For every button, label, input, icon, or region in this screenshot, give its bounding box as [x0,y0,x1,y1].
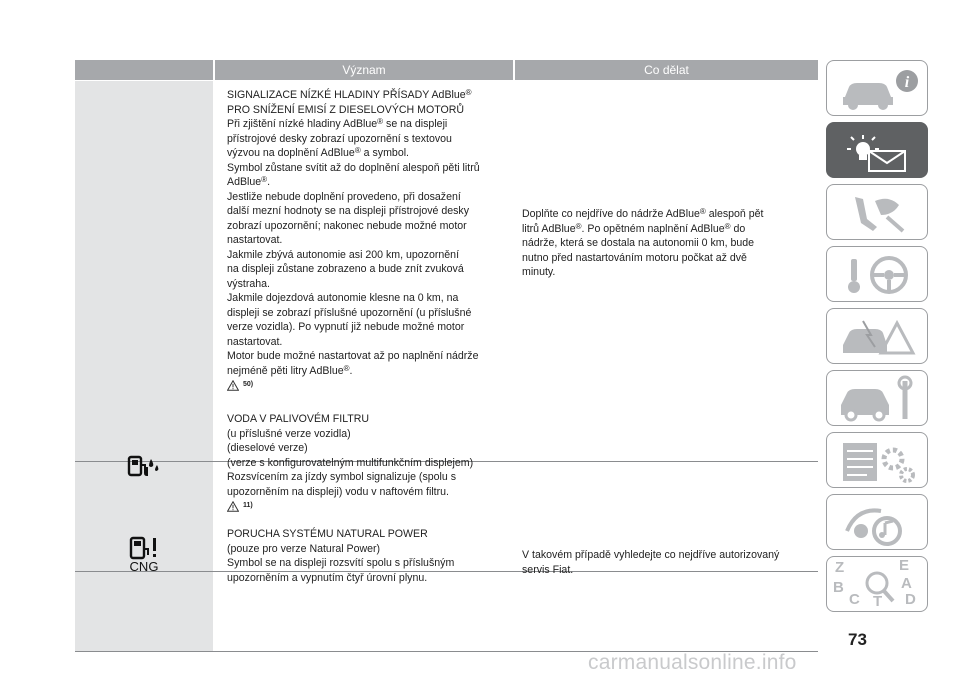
sidebar-tab-emergency[interactable] [826,308,928,364]
warning-light-message-icon [827,123,929,179]
water-in-fuel-filter-icon [127,453,161,479]
index-letter: A [901,575,912,592]
table-row-water-filter: VODA V PALIVOVÉM FILTRU (u příslušné verze vozidla) (dieselové verze) (verze s konfigurovatelným multifunkčním displejem) Rozsvícením za jízdy symbol signalizuje (spolu s upozorněním na displeji) vodu v naftovém filtru. 11) [227,412,512,514]
sidebar-tab-technical-data[interactable] [826,432,928,488]
index-letter: Z [835,559,845,576]
warning-triangle-icon [227,380,239,391]
index-letter: D [905,591,916,608]
row-title: VODA V PALIVOVÉM FILTRU [227,413,370,425]
table-row-adblue-action: Doplňte co nejdříve do nádrže AdBlue® alespoň pět litrů AdBlue®. Po opětném naplnění AdBlue® do nádrže, která se dostala na autonomii 0 km, bude nutno před nastartováním motoru počkat až dvě minuty. [522,207,764,278]
sidebar-tab-car-info[interactable] [826,60,928,116]
header-icon-column [75,60,213,80]
row-title: PRO SNÍŽENÍ EMISÍ Z DIESELOVÝCH MOTORŮ [227,103,465,116]
car-maintenance-wrench-icon [827,371,929,427]
sidebar-tab-multimedia[interactable] [826,494,928,550]
index-letter: C [849,591,860,608]
table-row-cng-failure: PORUCHA SYSTÉMU NATURAL POWER (pouze pro verze Natural Power) Symbol se na displeji rozsvítí spolu s příslušným upozorněním a vypnutím čtyř úrovní plynu. [227,527,512,585]
table-row-cng-action: V takovém případě vyhledejte co nejdříve autorizovaný servis Fiat. [522,549,780,576]
index-letter: T [873,593,883,610]
svg-text:i: i [904,74,910,91]
specifications-gears-icon [827,433,929,489]
cng-system-failure-icon [127,536,161,560]
sidebar-tab-starting-driving[interactable] [826,246,928,302]
warning-triangle-icon [227,501,239,512]
car-breakdown-warning-icon [827,309,929,365]
sidebar-tab-warning-lights[interactable] [826,122,928,178]
index-letter: B [833,579,844,596]
cng-label: CNG [129,559,159,574]
warning-reference: 11) [227,499,512,514]
car-info-icon [827,61,929,117]
table-row-adblue-meaning: SIGNALIZACE NÍZKÉ HLADINY PŘÍSADY AdBlue® PRO SNÍŽENÍ EMISÍ Z DIESELOVÝCH MOTORŮ Při zjištění nízké hladiny AdBlue® se na displeji přístrojové desky zobrazí upozornění s textovou výzvou na doplnění AdBlue® a symbol. Symbol zůstane svítit až do doplnění alespoň pěti litrů AdBlue®. Jestliže nebude doplnění provedeno, při dosažení další mezní hodnoty se na displeji přístrojové desky zobrazí upozornění; nakonec nebude možné motor nastartovat. Jakmile zbývá autonomie asi 200 km, upozornění na displeji zůstane zobrazeno a bude znít zvuková výstraha. Jakmile dojezdová autonomie klesne na 0 km, na displeji se zobrazí příslušné upozornění (u příslušné verze vozidla). Po vypnutí již nebude možné motor nastartovat. Motor bude možné nastartovat až po naplnění nádrže nejméně pěti litry AdBlue®. 50) [227,88,512,393]
header-what-to-do: Co dělat [515,60,818,80]
page-number: 73 [848,630,867,649]
row-title: PORUCHA SYSTÉMU NATURAL POWER [227,528,428,540]
warning-reference: 50) [227,378,512,393]
multimedia-music-icon [827,495,929,551]
sidebar-tab-index[interactable] [826,556,928,612]
header-meaning: Význam [215,60,513,80]
icon-cell [75,81,213,461]
icon-cell [75,572,213,651]
sidebar-tab-maintenance[interactable] [826,370,928,426]
key-steering-wheel-icon [827,247,929,303]
sidebar-tab-safety[interactable] [826,184,928,240]
seat-airbag-icon [827,185,929,241]
watermark: carmanualsonline.info [588,651,797,674]
row-title: SIGNALIZACE NÍZKÉ HLADINY PŘÍSADY AdBlue [227,89,466,101]
index-letter: E [899,557,910,574]
